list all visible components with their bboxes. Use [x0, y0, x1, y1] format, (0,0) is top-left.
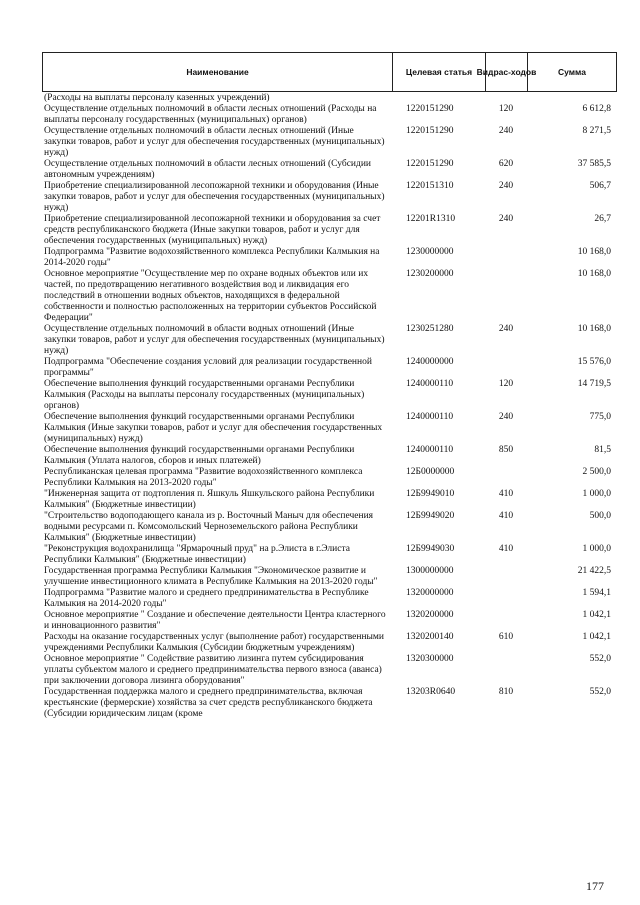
- row-sum: 552,0: [589, 654, 611, 664]
- header-expense-type: [476, 53, 537, 91]
- row-name: Обеспечение выполнения функций государственными органами Республики Калмыкия (Уплата налогов, сборов и иных платежей): [44, 445, 355, 466]
- header-vid-line1: Вид: [476, 66, 494, 77]
- row-article: 1320000000: [406, 588, 454, 598]
- row-name: Основное мероприятие " Содействие развитию лизинга путем субсидирования уплаты субъектом малого и среднего предпринимательства первого взноса (аванса) при заключении договора лизинга оборудования": [44, 654, 382, 686]
- row-sum: 10 168,0: [577, 324, 611, 334]
- row-article: 1230200000: [406, 269, 454, 279]
- row-name: Основное мероприятие "Осуществление мер по охране водных объектов или их частей, по предотвращению негативного воздействия вод и ликвидация его последствий в отношении водных объектов, находящихся в федеральной собственности и полностью расположенных на территории субъектов Российской Федерации": [44, 269, 377, 323]
- row-sum: 2 500,0: [582, 467, 611, 477]
- row-sum: 1 000,0: [582, 489, 611, 499]
- row-sum: 1 042,1: [582, 632, 611, 642]
- table-row: [42, 632, 617, 654]
- row-name: Обеспечение выполнения функций государственными органами Республики Калмыкия (Расходы на выплаты персоналу государственных (муниципальных) органов): [44, 379, 365, 411]
- row-sum: 6 612,8: [582, 104, 611, 114]
- row-sum: 81,5: [594, 445, 611, 455]
- row-name: Осуществление отдельных полномочий в области лесных отношений (Субсидии автономным учреждениям): [44, 159, 372, 180]
- table-row: [42, 445, 617, 467]
- header-sum: Сумма: [558, 67, 586, 77]
- row-sum: 37 585,5: [577, 159, 611, 169]
- row-name: Подпрограмма "Развитие малого и среднего предпринимательства в Республике Калмыкия на 2014-2020 годы": [44, 588, 369, 609]
- row-name: (Расходы на выплаты персоналу казенных учреждений): [44, 93, 270, 103]
- row-expense-type: 240: [498, 181, 514, 191]
- header-article: Целевая статья: [393, 53, 486, 91]
- row-expense-type: [485, 247, 527, 269]
- row-sum: 15 576,0: [577, 357, 611, 367]
- table-row: [42, 654, 617, 687]
- table-row: [42, 159, 617, 181]
- row-sum: 10 168,0: [577, 269, 611, 279]
- row-sum: 1 594,1: [582, 588, 611, 598]
- table-row: [42, 126, 617, 159]
- header-vid-line2: рас-: [493, 66, 511, 77]
- row-article: 12Б9949030: [406, 544, 455, 554]
- row-expense-type: [485, 269, 527, 324]
- row-article: 1240000000: [406, 357, 454, 367]
- row-expense-type: 410: [498, 544, 514, 554]
- row-article: 1320200140: [406, 632, 454, 642]
- table-header: [42, 52, 617, 92]
- row-article: 1230000000: [406, 247, 454, 257]
- header-name: Наименование: [43, 53, 393, 91]
- row-expense-type: 620: [498, 159, 514, 169]
- row-expense-type: [485, 93, 527, 104]
- row-article: 1320300000: [406, 654, 454, 664]
- row-article: 1240000110: [406, 445, 454, 455]
- row-expense-type: 240: [498, 214, 514, 224]
- table-row: [42, 588, 617, 610]
- row-article: 1220151290: [406, 104, 454, 114]
- row-sum: 1 000,0: [582, 544, 611, 554]
- row-article: 1220151310: [406, 181, 454, 191]
- row-name: "Строительство водоподающего канала из р. Восточный Маныч для обеспечения водными ресурсами п. Комсомольский Черноземельского района Республики Калмыкия" (Бюджетные инвестиции): [44, 511, 374, 543]
- page-number: 177: [586, 879, 604, 893]
- row-expense-type: 810: [498, 687, 514, 697]
- row-name: Осуществление отдельных полномочий в области лесных отношений (Расходы на выплаты персоналу государственных (муниципальных) органов): [44, 104, 377, 125]
- row-expense-type: [485, 566, 527, 588]
- row-name: Подпрограмма "Развитие водохозяйственного комплекса Республики Калмыкия на 2014-2020 годы": [44, 247, 380, 268]
- table-row: [42, 379, 617, 412]
- row-name: Подпрограмма "Обеспечение создания условий для реализации государственной программы": [44, 357, 372, 378]
- table-row: [42, 357, 617, 379]
- row-article: 1300000000: [406, 566, 454, 576]
- row-expense-type: [485, 467, 527, 489]
- table-row: [42, 412, 617, 445]
- table-row: [42, 269, 617, 324]
- row-name: Государственная программа Республики Калмыкия "Экономическое развитие и улучшение инвестиционного климата в Республике Калмыкия на 2013-2020 годы": [44, 566, 378, 587]
- header-vid-line3: ходов: [510, 66, 537, 77]
- table-row: [42, 687, 617, 720]
- row-sum: 10 168,0: [577, 247, 611, 257]
- row-expense-type: 410: [498, 511, 514, 521]
- row-name: Осуществление отдельных полномочий в области лесных отношений (Иные закупки товаров, работ и услуг для обеспечения государственных (муниципальных) нужд): [44, 126, 385, 158]
- row-name: "Инженерная защита от подтопления п. Яшкуль Яшкульского района Республики Калмыкия" (Бюджетные инвестиции): [44, 489, 375, 510]
- table-row: [42, 511, 617, 544]
- row-expense-type: 120: [498, 379, 514, 389]
- row-expense-type: 410: [498, 489, 514, 499]
- row-name: Обеспечение выполнения функций государственными органами Республики Калмыкия (Иные закупки товаров, работ и услуг для обеспечения государственных (муниципальных) нужд): [44, 412, 383, 444]
- row-article: 12Б9949010: [406, 489, 455, 499]
- row-sum: 8 271,5: [582, 126, 611, 136]
- table-row: [42, 566, 617, 588]
- row-article: 13203R0640: [406, 687, 456, 697]
- row-article: [392, 93, 485, 104]
- table-row: [42, 93, 617, 104]
- row-name: Осуществление отдельных полномочий в области водных отношений (Иные закупки товаров, работ и услуг для обеспечения государственных (муниципальных) нужд): [44, 324, 385, 356]
- row-article: 12Б9949020: [406, 511, 455, 521]
- row-name: Приобретение специализированной лесопожарной техники и оборудования за счет средств республиканского бюджета (Иные закупки товаров, работ и услуг для обеспечения государственных (муниципальных) нужд): [44, 214, 381, 246]
- row-article: 12201R1310: [406, 214, 456, 224]
- row-article: 1230251280: [406, 324, 454, 334]
- row-name: Республиканская целевая программа "Развитие водохозяйственного комплекса Республики Калмыкия на 2013-2020 годы": [44, 467, 363, 488]
- row-article: 1220151290: [406, 159, 454, 169]
- row-expense-type: 240: [498, 126, 514, 136]
- table-row: [42, 544, 617, 566]
- row-name: Расходы на оказание государственных услуг (выполнение работ) государственными учреждениями Республики Калмыкия (Субсидии бюджетным учреждениям): [44, 632, 385, 653]
- row-expense-type: 850: [498, 445, 514, 455]
- row-sum: [527, 93, 611, 104]
- row-expense-type: [485, 357, 527, 379]
- table-row: [42, 247, 617, 269]
- row-article: 1240000110: [406, 412, 454, 422]
- row-name: Приобретение специализированной лесопожарной техники и оборудования (Иные закупки товаров, работ и услуг для обеспечения государственных (муниципальных) нужд): [44, 181, 385, 213]
- row-article: 1220151290: [406, 126, 454, 136]
- row-name: Основное мероприятие " Создание и обеспечение деятельности Центра кластерного и инновационного развития": [44, 610, 386, 631]
- table-row: [42, 467, 617, 489]
- row-expense-type: [485, 654, 527, 687]
- row-expense-type: [485, 588, 527, 610]
- row-sum: 26,7: [594, 214, 611, 224]
- row-sum: 14 719,5: [577, 379, 611, 389]
- row-expense-type: 610: [498, 632, 514, 642]
- table-row: [42, 104, 617, 126]
- row-expense-type: 120: [498, 104, 514, 114]
- table-row: [42, 610, 617, 632]
- row-expense-type: 240: [498, 324, 514, 334]
- table-row: [42, 214, 617, 247]
- row-sum: 506,7: [589, 181, 611, 191]
- row-sum: 552,0: [589, 687, 611, 697]
- table-row: [42, 181, 617, 214]
- table-body: [42, 93, 617, 720]
- row-expense-type: 240: [498, 412, 514, 422]
- row-article: 1240000110: [406, 379, 454, 389]
- row-sum: 21 422,5: [577, 566, 611, 576]
- row-name: Государственная поддержка малого и среднего предпринимательства, включая крестьянские (фермерские) хозяйства за счет средств республиканского бюджета (Субсидии юридическим лицам (кроме: [44, 687, 373, 719]
- row-expense-type: [485, 610, 527, 632]
- row-article: 12Б0000000: [406, 467, 455, 477]
- row-article: 1320200000: [406, 610, 454, 620]
- table-row: [42, 324, 617, 357]
- row-sum: 775,0: [589, 412, 611, 422]
- table-row: [42, 489, 617, 511]
- row-sum: 500,0: [589, 511, 611, 521]
- row-sum: 1 042,1: [582, 610, 611, 620]
- row-name: "Реконструкция водохранилища "Ярмарочный пруд" на р.Элиста в г.Элиста Республики Калмыкия" (Бюджетные инвестиции): [44, 544, 350, 565]
